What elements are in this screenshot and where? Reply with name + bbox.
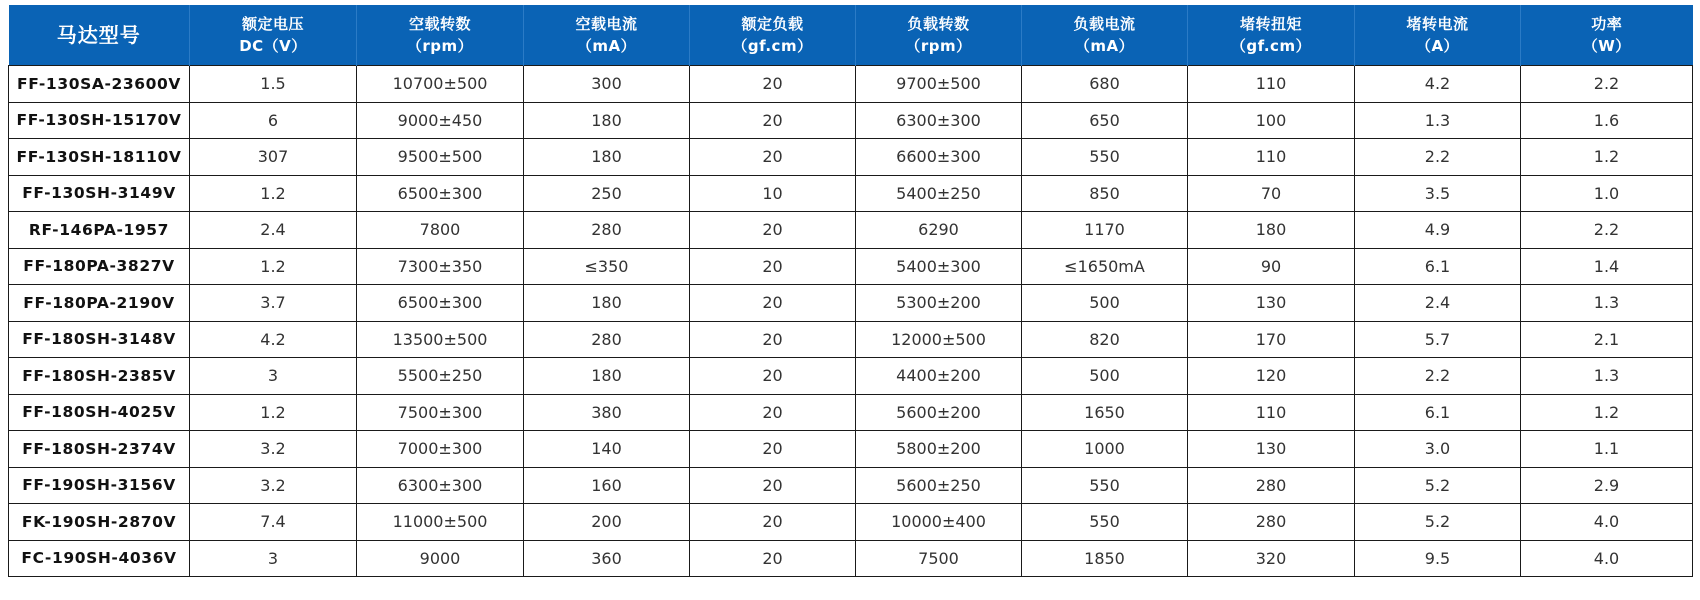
table-row xyxy=(9,248,1693,285)
cell-rated-load: 20 xyxy=(690,248,856,285)
cell-no-load-speed: 6500±300 xyxy=(357,285,524,322)
cell-rated-load: 20 xyxy=(690,321,856,358)
cell-rated-voltage: 3.2 xyxy=(190,467,357,504)
cell-stall-torque: 320 xyxy=(1188,540,1355,577)
cell-model: FF-130SH-18110V xyxy=(9,139,190,176)
header-label: 空载转数 xyxy=(408,15,471,33)
header-unit: （A） xyxy=(1415,37,1460,55)
table-row xyxy=(9,175,1693,212)
cell-load-speed: 9700±500 xyxy=(856,66,1022,103)
cell-stall-torque: 280 xyxy=(1188,504,1355,541)
cell-power: 2.2 xyxy=(1521,212,1693,249)
cell-no-load-current: 140 xyxy=(524,431,690,468)
cell-load-speed: 10000±400 xyxy=(856,504,1022,541)
cell-load-current: 550 xyxy=(1022,139,1188,176)
cell-load-speed: 5600±250 xyxy=(856,467,1022,504)
cell-no-load-current: 180 xyxy=(524,139,690,176)
cell-load-current: 1650 xyxy=(1022,394,1188,431)
cell-stall-torque: 100 xyxy=(1188,102,1355,139)
cell-stall-current: 2.4 xyxy=(1355,285,1521,322)
cell-power: 4.0 xyxy=(1521,540,1693,577)
header-label: 堵转电流 xyxy=(1406,15,1469,33)
cell-stall-torque: 130 xyxy=(1188,431,1355,468)
cell-stall-current: 9.5 xyxy=(1355,540,1521,577)
cell-rated-load: 20 xyxy=(690,285,856,322)
cell-load-speed: 7500 xyxy=(856,540,1022,577)
cell-rated-load: 20 xyxy=(690,358,856,395)
cell-no-load-speed: 6300±300 xyxy=(357,467,524,504)
header-unit: （mA） xyxy=(576,37,637,55)
table-header xyxy=(9,5,1693,66)
cell-no-load-speed: 9000±450 xyxy=(357,102,524,139)
header-unit: （gf.cm） xyxy=(732,37,813,55)
table-row xyxy=(9,394,1693,431)
cell-load-speed: 6600±300 xyxy=(856,139,1022,176)
cell-stall-torque: 90 xyxy=(1188,248,1355,285)
cell-stall-torque: 70 xyxy=(1188,175,1355,212)
cell-no-load-current: 280 xyxy=(524,212,690,249)
cell-model: FC-190SH-4036V xyxy=(9,540,190,577)
table-row xyxy=(9,102,1693,139)
motor-spec-table-container xyxy=(8,5,1692,577)
cell-no-load-speed: 11000±500 xyxy=(357,504,524,541)
cell-no-load-current: 380 xyxy=(524,394,690,431)
table-row xyxy=(9,139,1693,176)
header-stall-torque xyxy=(1188,5,1355,66)
cell-rated-load: 20 xyxy=(690,540,856,577)
cell-rated-load: 20 xyxy=(690,394,856,431)
cell-no-load-current: 250 xyxy=(524,175,690,212)
cell-no-load-current: 280 xyxy=(524,321,690,358)
cell-model: FF-180PA-3827V xyxy=(9,248,190,285)
cell-no-load-speed: 7800 xyxy=(357,212,524,249)
cell-load-current: 1000 xyxy=(1022,431,1188,468)
table-row xyxy=(9,540,1693,577)
header-label: 额定电压 xyxy=(241,15,304,33)
cell-load-current: 550 xyxy=(1022,467,1188,504)
cell-rated-voltage: 307 xyxy=(190,139,357,176)
header-load-speed xyxy=(856,5,1022,66)
cell-load-speed: 5300±200 xyxy=(856,285,1022,322)
header-row xyxy=(9,5,1693,66)
cell-stall-current: 6.1 xyxy=(1355,394,1521,431)
cell-model: FF-180PA-2190V xyxy=(9,285,190,322)
cell-model: FF-130SH-3149V xyxy=(9,175,190,212)
header-model xyxy=(9,5,190,66)
cell-no-load-speed: 9000 xyxy=(357,540,524,577)
cell-rated-voltage: 2.4 xyxy=(190,212,357,249)
cell-rated-load: 20 xyxy=(690,102,856,139)
table-row xyxy=(9,66,1693,103)
cell-no-load-current: ≤350 xyxy=(524,248,690,285)
header-unit: DC（V） xyxy=(239,37,307,55)
cell-model: FF-130SA-23600V xyxy=(9,66,190,103)
cell-load-speed: 6300±300 xyxy=(856,102,1022,139)
cell-stall-current: 4.9 xyxy=(1355,212,1521,249)
cell-rated-load: 20 xyxy=(690,212,856,249)
table-row xyxy=(9,504,1693,541)
cell-stall-current: 1.3 xyxy=(1355,102,1521,139)
cell-load-current: ≤1650mA xyxy=(1022,248,1188,285)
header-label: 空载电流 xyxy=(575,15,638,33)
cell-rated-load: 20 xyxy=(690,431,856,468)
cell-rated-voltage: 1.2 xyxy=(190,394,357,431)
cell-rated-voltage: 1.2 xyxy=(190,175,357,212)
cell-rated-voltage: 1.2 xyxy=(190,248,357,285)
cell-power: 2.2 xyxy=(1521,66,1693,103)
cell-model: FF-180SH-4025V xyxy=(9,394,190,431)
cell-power: 1.4 xyxy=(1521,248,1693,285)
cell-load-speed: 4400±200 xyxy=(856,358,1022,395)
cell-stall-torque: 280 xyxy=(1188,467,1355,504)
header-unit: （rpm） xyxy=(905,37,972,55)
cell-no-load-current: 180 xyxy=(524,285,690,322)
cell-stall-current: 3.5 xyxy=(1355,175,1521,212)
cell-no-load-speed: 7000±300 xyxy=(357,431,524,468)
header-power xyxy=(1521,5,1693,66)
header-label: 额定负载 xyxy=(741,15,804,33)
header-no-load-speed xyxy=(357,5,524,66)
cell-rated-voltage: 3 xyxy=(190,540,357,577)
cell-rated-voltage: 7.4 xyxy=(190,504,357,541)
cell-stall-current: 2.2 xyxy=(1355,139,1521,176)
cell-stall-torque: 120 xyxy=(1188,358,1355,395)
cell-load-current: 850 xyxy=(1022,175,1188,212)
header-label: 堵转扭矩 xyxy=(1239,15,1302,33)
cell-rated-voltage: 3.2 xyxy=(190,431,357,468)
cell-power: 1.2 xyxy=(1521,139,1693,176)
cell-model: RF-146PA-1957 xyxy=(9,212,190,249)
cell-load-current: 1170 xyxy=(1022,212,1188,249)
header-rated-load xyxy=(690,5,856,66)
cell-stall-torque: 110 xyxy=(1188,66,1355,103)
table-row xyxy=(9,285,1693,322)
cell-power: 1.1 xyxy=(1521,431,1693,468)
cell-no-load-current: 300 xyxy=(524,66,690,103)
cell-load-current: 680 xyxy=(1022,66,1188,103)
cell-model: FF-180SH-3148V xyxy=(9,321,190,358)
cell-power: 1.3 xyxy=(1521,285,1693,322)
cell-power: 1.3 xyxy=(1521,358,1693,395)
cell-stall-current: 6.1 xyxy=(1355,248,1521,285)
cell-load-current: 550 xyxy=(1022,504,1188,541)
table-row xyxy=(9,212,1693,249)
cell-stall-current: 5.2 xyxy=(1355,504,1521,541)
cell-no-load-current: 360 xyxy=(524,540,690,577)
cell-power: 2.9 xyxy=(1521,467,1693,504)
cell-rated-voltage: 6 xyxy=(190,102,357,139)
table-row xyxy=(9,321,1693,358)
cell-load-speed: 12000±500 xyxy=(856,321,1022,358)
cell-stall-torque: 110 xyxy=(1188,394,1355,431)
cell-model: FF-180SH-2385V xyxy=(9,358,190,395)
header-rated-voltage xyxy=(190,5,357,66)
cell-no-load-speed: 7500±300 xyxy=(357,394,524,431)
cell-rated-voltage: 3 xyxy=(190,358,357,395)
cell-load-speed: 5400±300 xyxy=(856,248,1022,285)
cell-rated-voltage: 4.2 xyxy=(190,321,357,358)
table-row xyxy=(9,431,1693,468)
cell-load-speed: 5800±200 xyxy=(856,431,1022,468)
cell-power: 1.2 xyxy=(1521,394,1693,431)
motor-spec-table xyxy=(8,5,1693,577)
header-label: 功率 xyxy=(1591,15,1623,33)
cell-stall-current: 3.0 xyxy=(1355,431,1521,468)
cell-no-load-speed: 6500±300 xyxy=(357,175,524,212)
cell-no-load-current: 160 xyxy=(524,467,690,504)
cell-rated-load: 20 xyxy=(690,467,856,504)
header-label: 负载转数 xyxy=(907,15,970,33)
cell-stall-current: 5.2 xyxy=(1355,467,1521,504)
cell-stall-torque: 130 xyxy=(1188,285,1355,322)
cell-load-current: 650 xyxy=(1022,102,1188,139)
cell-stall-torque: 180 xyxy=(1188,212,1355,249)
header-unit: （mA） xyxy=(1074,37,1135,55)
cell-load-current: 820 xyxy=(1022,321,1188,358)
cell-model: FF-130SH-15170V xyxy=(9,102,190,139)
cell-rated-voltage: 1.5 xyxy=(190,66,357,103)
header-unit: （rpm） xyxy=(406,37,474,55)
cell-rated-load: 20 xyxy=(690,504,856,541)
cell-load-speed: 6290 xyxy=(856,212,1022,249)
cell-model: FF-180SH-2374V xyxy=(9,431,190,468)
cell-power: 4.0 xyxy=(1521,504,1693,541)
cell-rated-load: 20 xyxy=(690,66,856,103)
cell-no-load-current: 180 xyxy=(524,102,690,139)
cell-load-speed: 5400±250 xyxy=(856,175,1022,212)
header-stall-current xyxy=(1355,5,1521,66)
cell-no-load-current: 200 xyxy=(524,504,690,541)
cell-stall-current: 2.2 xyxy=(1355,358,1521,395)
header-label: 负载电流 xyxy=(1073,15,1136,33)
cell-stall-torque: 110 xyxy=(1188,139,1355,176)
cell-power: 1.0 xyxy=(1521,175,1693,212)
cell-load-speed: 5600±200 xyxy=(856,394,1022,431)
cell-model: FF-190SH-3156V xyxy=(9,467,190,504)
header-no-load-current xyxy=(524,5,690,66)
cell-load-current: 500 xyxy=(1022,358,1188,395)
cell-no-load-speed: 9500±500 xyxy=(357,139,524,176)
cell-rated-voltage: 3.7 xyxy=(190,285,357,322)
cell-load-current: 500 xyxy=(1022,285,1188,322)
header-label: 马达型号 xyxy=(56,23,141,47)
header-unit: （gf.cm） xyxy=(1230,37,1312,55)
cell-stall-current: 4.2 xyxy=(1355,66,1521,103)
cell-stall-torque: 170 xyxy=(1188,321,1355,358)
cell-no-load-speed: 7300±350 xyxy=(357,248,524,285)
cell-no-load-speed: 13500±500 xyxy=(357,321,524,358)
cell-model: FK-190SH-2870V xyxy=(9,504,190,541)
table-body xyxy=(9,66,1693,577)
header-unit: （W） xyxy=(1582,37,1631,55)
cell-power: 1.6 xyxy=(1521,102,1693,139)
cell-load-current: 1850 xyxy=(1022,540,1188,577)
cell-no-load-speed: 10700±500 xyxy=(357,66,524,103)
cell-no-load-current: 180 xyxy=(524,358,690,395)
table-row xyxy=(9,467,1693,504)
cell-power: 2.1 xyxy=(1521,321,1693,358)
cell-stall-current: 5.7 xyxy=(1355,321,1521,358)
cell-rated-load: 10 xyxy=(690,175,856,212)
cell-rated-load: 20 xyxy=(690,139,856,176)
cell-no-load-speed: 5500±250 xyxy=(357,358,524,395)
header-load-current xyxy=(1022,5,1188,66)
table-row xyxy=(9,358,1693,395)
